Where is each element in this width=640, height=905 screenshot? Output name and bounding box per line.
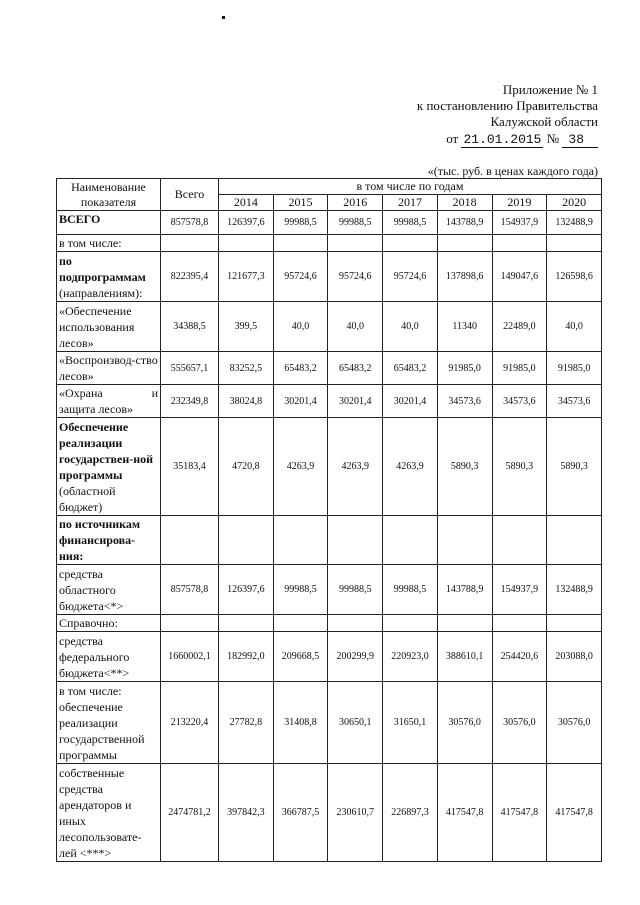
empty-cell	[273, 235, 328, 252]
value-cell: 132488,9	[547, 211, 602, 235]
row-label: в том числе: обеспечение реализации государственной программы	[57, 682, 161, 764]
value-cell: 65483,2	[328, 352, 383, 385]
empty-cell	[547, 615, 602, 632]
resolution-number: 38	[562, 132, 598, 148]
value-cell: 30576,0	[492, 682, 547, 764]
value-cell: 30201,4	[383, 385, 438, 418]
empty-cell	[437, 615, 492, 632]
table-row-total	[57, 211, 602, 235]
value-cell: 30576,0	[437, 682, 492, 764]
year-header: 2016	[328, 195, 383, 211]
value-cell: 91985,0	[492, 352, 547, 385]
value-cell: 40,0	[273, 302, 328, 352]
value-cell: 132488,9	[547, 565, 602, 615]
year-header: 2019	[492, 195, 547, 211]
empty-cell	[383, 516, 438, 565]
empty-cell	[219, 516, 274, 565]
empty-cell	[547, 516, 602, 565]
row-label: «Обеспечение использования лесов»	[57, 302, 161, 352]
value-cell: 5890,3	[437, 418, 492, 516]
empty-cell	[219, 235, 274, 252]
appendix-header	[417, 82, 598, 148]
value-cell: 417547,8	[492, 764, 547, 862]
table-row	[57, 764, 602, 862]
value-cell: 91985,0	[547, 352, 602, 385]
value-cell: 99988,5	[383, 565, 438, 615]
resolution-date-line	[417, 131, 598, 148]
year-header: 2015	[273, 195, 328, 211]
row-total: 555657,1	[161, 352, 219, 385]
row-label: в том числе:	[57, 235, 161, 252]
row-label-bold: Обеспечение реализации государствен-ной программы	[59, 419, 154, 482]
empty-cell	[161, 235, 219, 252]
value-cell: 65483,2	[273, 352, 328, 385]
row-label: по источникам финансирова-ния:	[57, 516, 161, 565]
year-header: 2017	[383, 195, 438, 211]
value-cell: 22489,0	[492, 302, 547, 352]
row-label: Справочно:	[57, 615, 161, 632]
value-cell: 4263,9	[273, 418, 328, 516]
row-total: 1660002,1	[161, 632, 219, 682]
row-label: средства федерального бюджета<**>	[57, 632, 161, 682]
value-cell: 137898,6	[437, 252, 492, 302]
value-cell: 31650,1	[383, 682, 438, 764]
empty-cell	[492, 516, 547, 565]
value-cell: 143788,9	[437, 565, 492, 615]
value-cell: 388610,1	[437, 632, 492, 682]
value-cell: 38024,8	[219, 385, 274, 418]
empty-cell	[273, 516, 328, 565]
header-row	[57, 179, 602, 195]
value-cell: 27782,8	[219, 682, 274, 764]
row-total: 857578,8	[161, 565, 219, 615]
year-header: 2014	[219, 195, 274, 211]
empty-cell	[328, 615, 383, 632]
row-label-rest: (направлениям):	[59, 285, 143, 300]
value-cell: 30201,4	[273, 385, 328, 418]
value-cell: 4720,8	[219, 418, 274, 516]
row-total: 35183,4	[161, 418, 219, 516]
table-row	[57, 385, 602, 418]
row-label-part: и	[151, 386, 158, 400]
row-total: 34388,5	[161, 302, 219, 352]
row-total: 857578,8	[161, 211, 219, 235]
value-cell: 154937,9	[492, 565, 547, 615]
value-cell: 126598,6	[547, 252, 602, 302]
row-label-rest: (областной бюджет)	[59, 483, 116, 514]
empty-cell	[383, 235, 438, 252]
value-cell: 203088,0	[547, 632, 602, 682]
empty-cell	[273, 615, 328, 632]
value-cell: 121677,3	[219, 252, 274, 302]
table-row	[57, 302, 602, 352]
value-cell: 417547,8	[547, 764, 602, 862]
value-cell: 99988,5	[273, 565, 328, 615]
value-cell: 126397,6	[219, 565, 274, 615]
value-cell: 200299,9	[328, 632, 383, 682]
table-row	[57, 235, 602, 252]
empty-cell	[492, 235, 547, 252]
empty-cell	[547, 235, 602, 252]
empty-cell	[328, 235, 383, 252]
empty-cell	[161, 516, 219, 565]
value-cell: 220923,0	[383, 632, 438, 682]
value-cell: 34573,6	[547, 385, 602, 418]
table-row	[57, 516, 602, 565]
row-total: 822395,4	[161, 252, 219, 302]
value-cell: 154937,9	[492, 211, 547, 235]
row-label	[57, 418, 161, 516]
empty-cell	[437, 235, 492, 252]
value-cell: 209668,5	[273, 632, 328, 682]
value-cell: 34573,6	[437, 385, 492, 418]
value-cell: 230610,7	[328, 764, 383, 862]
value-cell: 4263,9	[383, 418, 438, 516]
value-cell: 99988,5	[383, 211, 438, 235]
row-label: ВСЕГО	[57, 211, 161, 235]
value-cell: 83252,5	[219, 352, 274, 385]
value-cell: 91985,0	[437, 352, 492, 385]
value-cell: 95724,6	[328, 252, 383, 302]
value-cell: 417547,8	[437, 764, 492, 862]
year-header: 2018	[437, 195, 492, 211]
appendix-title: Приложение № 1	[502, 82, 598, 97]
value-cell: 40,0	[383, 302, 438, 352]
resolution-date: 21.01.2015	[463, 132, 542, 147]
scan-speck	[222, 16, 225, 19]
row-total: 2474781,2	[161, 764, 219, 862]
value-cell: 30201,4	[328, 385, 383, 418]
column-header-total: Всего	[161, 179, 219, 211]
value-cell: 40,0	[547, 302, 602, 352]
value-cell: 5890,3	[492, 418, 547, 516]
column-header-years-group: в том числе по годам	[219, 179, 602, 195]
row-label: средства областного бюджета<*>	[57, 565, 161, 615]
row-label	[57, 385, 161, 418]
table-row	[57, 682, 602, 764]
value-cell: 5890,3	[547, 418, 602, 516]
row-label	[57, 252, 161, 302]
table-row	[57, 252, 602, 302]
financing-table	[56, 178, 602, 862]
value-cell: 126397,6	[219, 211, 274, 235]
value-cell: 149047,6	[492, 252, 547, 302]
value-cell: 99988,5	[328, 565, 383, 615]
empty-cell	[219, 615, 274, 632]
value-cell: 30576,0	[547, 682, 602, 764]
table-row	[57, 565, 602, 615]
value-cell: 11340	[437, 302, 492, 352]
date-prefix: от	[446, 131, 459, 146]
row-total: 232349,8	[161, 385, 219, 418]
value-cell: 399,5	[219, 302, 274, 352]
value-cell: 34573,6	[492, 385, 547, 418]
year-header: 2020	[547, 195, 602, 211]
empty-cell	[437, 516, 492, 565]
table-row	[57, 418, 602, 516]
value-cell: 99988,5	[328, 211, 383, 235]
value-cell: 40,0	[328, 302, 383, 352]
value-cell: 366787,5	[273, 764, 328, 862]
number-prefix: №	[546, 131, 560, 146]
value-cell: 31408,8	[273, 682, 328, 764]
row-label: собственные средства арендаторов и иных лесопользовате-лей <***>	[57, 764, 161, 862]
units-note: «(тыс. руб. в ценах каждого года)	[427, 164, 598, 178]
value-cell: 95724,6	[383, 252, 438, 302]
value-cell: 95724,6	[273, 252, 328, 302]
table-row	[57, 352, 602, 385]
row-label-part: «Охрана	[59, 386, 103, 400]
row-label-part: защита лесов»	[59, 402, 134, 416]
value-cell: 30650,1	[328, 682, 383, 764]
row-label: «Воспроизвод-ство лесов»	[57, 352, 161, 385]
empty-cell	[383, 615, 438, 632]
table-row	[57, 632, 602, 682]
value-cell: 254420,6	[492, 632, 547, 682]
empty-cell	[328, 516, 383, 565]
empty-cell	[492, 615, 547, 632]
row-total: 213220,4	[161, 682, 219, 764]
row-label-bold: по подпрограммам	[59, 253, 146, 284]
value-cell: 226897,3	[383, 764, 438, 862]
value-cell: 4263,9	[328, 418, 383, 516]
table-row	[57, 615, 602, 632]
region-name: Калужской области	[490, 114, 598, 129]
value-cell: 99988,5	[273, 211, 328, 235]
value-cell: 65483,2	[383, 352, 438, 385]
value-cell: 397842,3	[219, 764, 274, 862]
column-header-name: Наименование показателя	[57, 179, 161, 211]
value-cell: 182992,0	[219, 632, 274, 682]
resolution-reference: к постановлению Правительства	[416, 98, 598, 113]
empty-cell	[161, 615, 219, 632]
value-cell: 143788,9	[437, 211, 492, 235]
